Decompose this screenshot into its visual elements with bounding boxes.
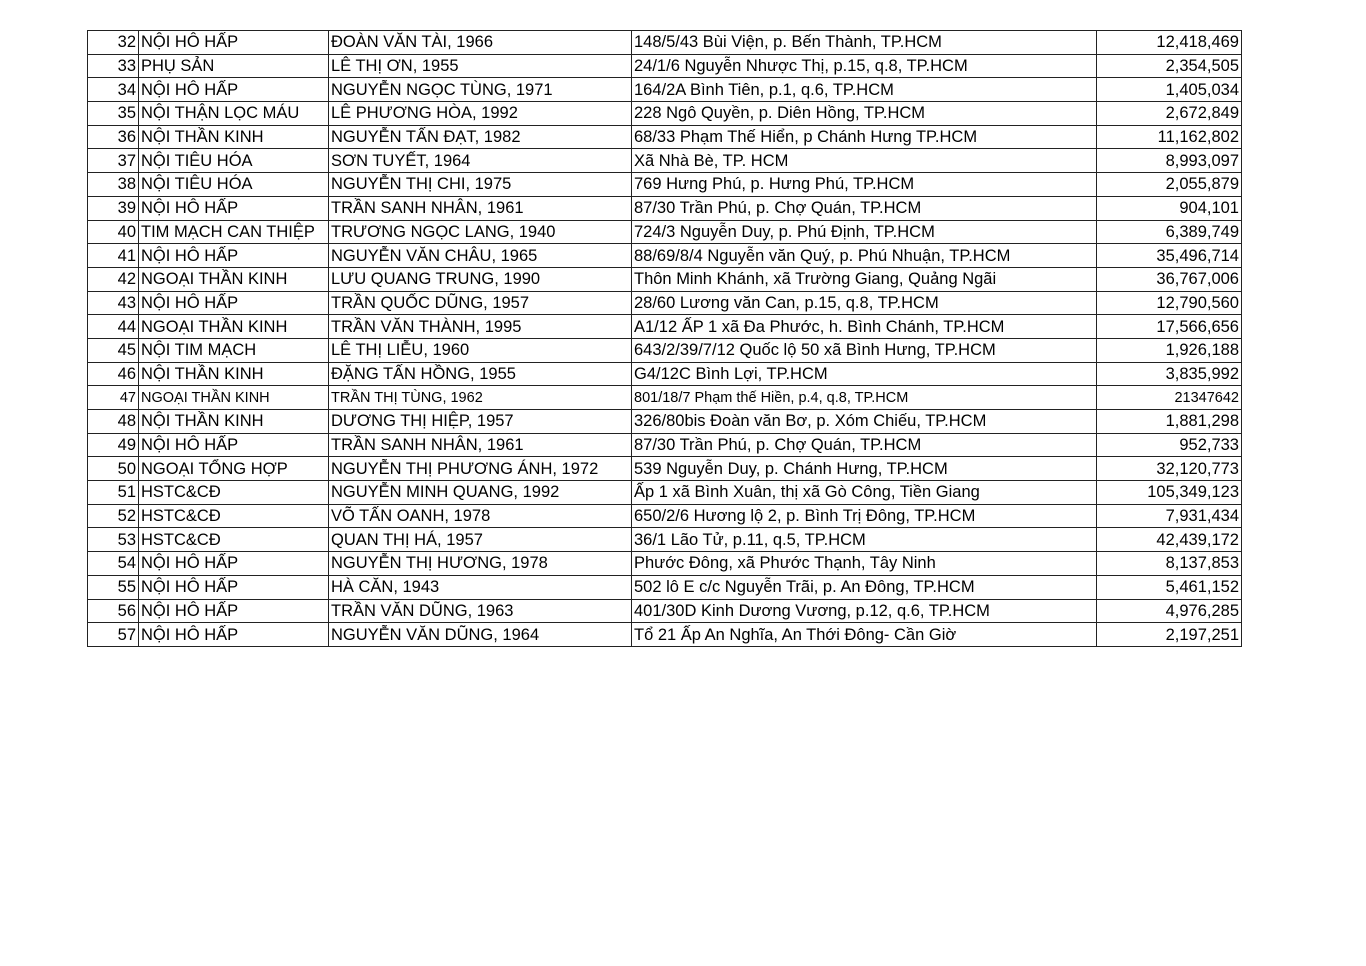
- amount-cell: 952,733: [1097, 433, 1242, 457]
- amount-cell: 12,418,469: [1097, 31, 1242, 55]
- address-cell: Ấp 1 xã Bình Xuân, thị xã Gò Công, Tiền Giang: [632, 481, 1097, 505]
- patient-name-cell: NGUYỄN NGỌC TÙNG, 1971: [329, 78, 632, 102]
- amount-cell: 17,566,656: [1097, 315, 1242, 339]
- row-number-cell: 39: [88, 196, 139, 220]
- amount-cell: 105,349,123: [1097, 481, 1242, 505]
- table-row: [88, 125, 1242, 149]
- patient-name-cell: TRẦN VĂN THÀNH, 1995: [329, 315, 632, 339]
- amount-cell: 42,439,172: [1097, 528, 1242, 552]
- address-cell: 502 lô E c/c Nguyễn Trãi, p. An Đông, TP.HCM: [632, 575, 1097, 599]
- table-row: [88, 291, 1242, 315]
- department-cell: NỘI TIM MẠCH: [139, 338, 329, 362]
- patient-name-cell: ĐẶNG TẤN HỒNG, 1955: [329, 362, 632, 386]
- address-cell: Xã Nhà Bè, TP. HCM: [632, 149, 1097, 173]
- patient-name-cell: LƯU QUANG TRUNG, 1990: [329, 267, 632, 291]
- department-cell: PHỤ SẢN: [139, 54, 329, 78]
- address-cell: 539 Nguyễn Duy, p. Chánh Hưng, TP.HCM: [632, 457, 1097, 481]
- address-cell: 228 Ngô Quyền, p. Diên Hồng, TP.HCM: [632, 102, 1097, 126]
- address-cell: Thôn Minh Khánh, xã Trường Giang, Quảng Ngãi: [632, 267, 1097, 291]
- table-row: [88, 267, 1242, 291]
- department-cell: NGOẠI THẦN KINH: [139, 315, 329, 339]
- address-cell: 650/2/6 Hương lộ 2, p. Bình Trị Đông, TP.HCM: [632, 504, 1097, 528]
- amount-cell: 1,926,188: [1097, 338, 1242, 362]
- amount-cell: 11,162,802: [1097, 125, 1242, 149]
- row-number-cell: 42: [88, 267, 139, 291]
- address-cell: 24/1/6 Nguyễn Nhược Thị, p.15, q.8, TP.HCM: [632, 54, 1097, 78]
- row-number-cell: 47: [88, 386, 139, 410]
- department-cell: NỘI HÔ HẤP: [139, 623, 329, 647]
- department-cell: NỘI HÔ HẤP: [139, 291, 329, 315]
- amount-cell: 4,976,285: [1097, 599, 1242, 623]
- department-cell: NGOẠI THẦN KINH: [139, 267, 329, 291]
- address-cell: 769 Hưng Phú, p. Hưng Phú, TP.HCM: [632, 173, 1097, 197]
- row-number-cell: 44: [88, 315, 139, 339]
- row-number-cell: 53: [88, 528, 139, 552]
- patient-name-cell: TRẦN SANH NHÂN, 1961: [329, 196, 632, 220]
- row-number-cell: 35: [88, 102, 139, 126]
- patient-name-cell: NGUYỄN THỊ CHI, 1975: [329, 173, 632, 197]
- address-cell: 724/3 Nguyễn Duy, p. Phú Định, TP.HCM: [632, 220, 1097, 244]
- patient-name-cell: LÊ THỊ LIỄU, 1960: [329, 338, 632, 362]
- amount-cell: 1,405,034: [1097, 78, 1242, 102]
- address-cell: 88/69/8/4 Nguyễn văn Quý, p. Phú Nhuận, TP.HCM: [632, 244, 1097, 268]
- patient-table: [87, 30, 1242, 647]
- amount-cell: 3,835,992: [1097, 362, 1242, 386]
- row-number-cell: 36: [88, 125, 139, 149]
- address-cell: 148/5/43 Bùi Viện, p. Bến Thành, TP.HCM: [632, 31, 1097, 55]
- row-number-cell: 37: [88, 149, 139, 173]
- amount-cell: 2,672,849: [1097, 102, 1242, 126]
- patient-name-cell: NGUYỄN VĂN CHÂU, 1965: [329, 244, 632, 268]
- row-number-cell: 50: [88, 457, 139, 481]
- patient-name-cell: TRẦN QUỐC DŨNG, 1957: [329, 291, 632, 315]
- table-row: [88, 528, 1242, 552]
- table-row: [88, 338, 1242, 362]
- patient-name-cell: TRẦN VĂN DŨNG, 1963: [329, 599, 632, 623]
- amount-cell: 8,137,853: [1097, 552, 1242, 576]
- amount-cell: 904,101: [1097, 196, 1242, 220]
- patient-name-cell: TRẦN SANH NHÂN, 1961: [329, 433, 632, 457]
- amount-cell: 8,993,097: [1097, 149, 1242, 173]
- department-cell: HSTC&CĐ: [139, 528, 329, 552]
- patient-name-cell: SƠN TUYẾT, 1964: [329, 149, 632, 173]
- table-row: [88, 433, 1242, 457]
- table-row: [88, 386, 1242, 410]
- table-row: [88, 173, 1242, 197]
- amount-cell: 36,767,006: [1097, 267, 1242, 291]
- address-cell: 87/30 Trần Phú, p. Chợ Quán, TP.HCM: [632, 433, 1097, 457]
- patient-name-cell: TRẦN THỊ TÙNG, 1962: [329, 386, 632, 410]
- table-row: [88, 102, 1242, 126]
- address-cell: 401/30D Kinh Dương Vương, p.12, q.6, TP.HCM: [632, 599, 1097, 623]
- table-row: [88, 457, 1242, 481]
- address-cell: 164/2A Bình Tiên, p.1, q.6, TP.HCM: [632, 78, 1097, 102]
- row-number-cell: 33: [88, 54, 139, 78]
- row-number-cell: 45: [88, 338, 139, 362]
- amount-cell: 5,461,152: [1097, 575, 1242, 599]
- department-cell: NỘI TIÊU HÓA: [139, 173, 329, 197]
- address-cell: Tổ 21 Ấp An Nghĩa, An Thới Đông- Cần Giờ: [632, 623, 1097, 647]
- address-cell: 28/60 Lương văn Can, p.15, q.8, TP.HCM: [632, 291, 1097, 315]
- department-cell: HSTC&CĐ: [139, 504, 329, 528]
- table-row: [88, 315, 1242, 339]
- patient-name-cell: TRƯƠNG NGỌC LANG, 1940: [329, 220, 632, 244]
- patient-name-cell: HÀ CĂN, 1943: [329, 575, 632, 599]
- amount-cell: 1,881,298: [1097, 410, 1242, 434]
- patient-name-cell: NGUYỄN MINH QUANG, 1992: [329, 481, 632, 505]
- department-cell: NỘI THẦN KINH: [139, 125, 329, 149]
- address-cell: 36/1 Lão Tử, p.11, q.5, TP.HCM: [632, 528, 1097, 552]
- department-cell: NỘI THẬN LỌC MÁU: [139, 102, 329, 126]
- row-number-cell: 57: [88, 623, 139, 647]
- amount-cell: 35,496,714: [1097, 244, 1242, 268]
- address-cell: 643/2/39/7/12 Quốc lộ 50 xã Bình Hưng, TP.HCM: [632, 338, 1097, 362]
- table-row: [88, 149, 1242, 173]
- amount-cell: 32,120,773: [1097, 457, 1242, 481]
- department-cell: NỘI HÔ HẤP: [139, 599, 329, 623]
- address-cell: G4/12C Bình Lợi, TP.HCM: [632, 362, 1097, 386]
- table-row: [88, 244, 1242, 268]
- patient-name-cell: LÊ THỊ ƠN, 1955: [329, 54, 632, 78]
- department-cell: NỘI HÔ HẤP: [139, 196, 329, 220]
- amount-cell: 2,197,251: [1097, 623, 1242, 647]
- row-number-cell: 38: [88, 173, 139, 197]
- row-number-cell: 32: [88, 31, 139, 55]
- table-row: [88, 623, 1242, 647]
- patient-name-cell: NGUYỄN THỊ HƯƠNG, 1978: [329, 552, 632, 576]
- address-cell: 87/30 Trần Phú, p. Chợ Quán, TP.HCM: [632, 196, 1097, 220]
- row-number-cell: 55: [88, 575, 139, 599]
- patient-name-cell: ĐOÀN VĂN TÀI, 1966: [329, 31, 632, 55]
- department-cell: NỘI THẦN KINH: [139, 410, 329, 434]
- row-number-cell: 56: [88, 599, 139, 623]
- table-row: [88, 504, 1242, 528]
- address-cell: 326/80bis Đoàn văn Bơ, p. Xóm Chiếu, TP.HCM: [632, 410, 1097, 434]
- amount-cell: 21347642: [1097, 386, 1242, 410]
- department-cell: TIM MẠCH CAN THIỆP: [139, 220, 329, 244]
- amount-cell: 6,389,749: [1097, 220, 1242, 244]
- address-cell: A1/12 ẤP 1 xã Đa Phước, h. Bình Chánh, TP.HCM: [632, 315, 1097, 339]
- table-row: [88, 599, 1242, 623]
- table-row: [88, 552, 1242, 576]
- department-cell: NỘI HÔ HẤP: [139, 78, 329, 102]
- row-number-cell: 49: [88, 433, 139, 457]
- row-number-cell: 34: [88, 78, 139, 102]
- table-row: [88, 575, 1242, 599]
- department-cell: NGOẠI TỔNG HỢP: [139, 457, 329, 481]
- address-cell: 68/33 Phạm Thế Hiển, p Chánh Hưng TP.HCM: [632, 125, 1097, 149]
- amount-cell: 2,055,879: [1097, 173, 1242, 197]
- patient-name-cell: NGUYỄN THỊ PHƯƠNG ÁNH, 1972: [329, 457, 632, 481]
- patient-name-cell: NGUYỄN VĂN DŨNG, 1964: [329, 623, 632, 647]
- patient-name-cell: NGUYỄN TẤN ĐẠT, 1982: [329, 125, 632, 149]
- department-cell: NỘI HÔ HẤP: [139, 552, 329, 576]
- row-number-cell: 40: [88, 220, 139, 244]
- table-row: [88, 481, 1242, 505]
- row-number-cell: 43: [88, 291, 139, 315]
- table-row: [88, 196, 1242, 220]
- department-cell: NỘI HÔ HẤP: [139, 31, 329, 55]
- department-cell: NỘI HÔ HẤP: [139, 575, 329, 599]
- row-number-cell: 51: [88, 481, 139, 505]
- department-cell: NỘI HÔ HẤP: [139, 433, 329, 457]
- amount-cell: 7,931,434: [1097, 504, 1242, 528]
- department-cell: NỘI THẦN KINH: [139, 362, 329, 386]
- row-number-cell: 48: [88, 410, 139, 434]
- address-cell: 801/18/7 Phạm thế Hiền, p.4, q.8, TP.HCM: [632, 386, 1097, 410]
- patient-name-cell: QUAN THỊ HÁ, 1957: [329, 528, 632, 552]
- department-cell: NỘI HÔ HẤP: [139, 244, 329, 268]
- amount-cell: 12,790,560: [1097, 291, 1242, 315]
- row-number-cell: 54: [88, 552, 139, 576]
- department-cell: NỘI TIÊU HÓA: [139, 149, 329, 173]
- row-number-cell: 46: [88, 362, 139, 386]
- patient-name-cell: LÊ PHƯƠNG HÒA, 1992: [329, 102, 632, 126]
- department-cell: HSTC&CĐ: [139, 481, 329, 505]
- patient-name-cell: DƯƠNG THỊ HIỆP, 1957: [329, 410, 632, 434]
- patient-name-cell: VÕ TẤN OANH, 1978: [329, 504, 632, 528]
- row-number-cell: 41: [88, 244, 139, 268]
- row-number-cell: 52: [88, 504, 139, 528]
- table-row: [88, 54, 1242, 78]
- table-row: [88, 78, 1242, 102]
- table-row: [88, 410, 1242, 434]
- table-row: [88, 362, 1242, 386]
- table-body: [88, 31, 1242, 647]
- table-row: [88, 31, 1242, 55]
- department-cell: NGOẠI THẦN KINH: [139, 386, 329, 410]
- table-row: [88, 220, 1242, 244]
- address-cell: Phước Đông, xã Phước Thạnh, Tây Ninh: [632, 552, 1097, 576]
- amount-cell: 2,354,505: [1097, 54, 1242, 78]
